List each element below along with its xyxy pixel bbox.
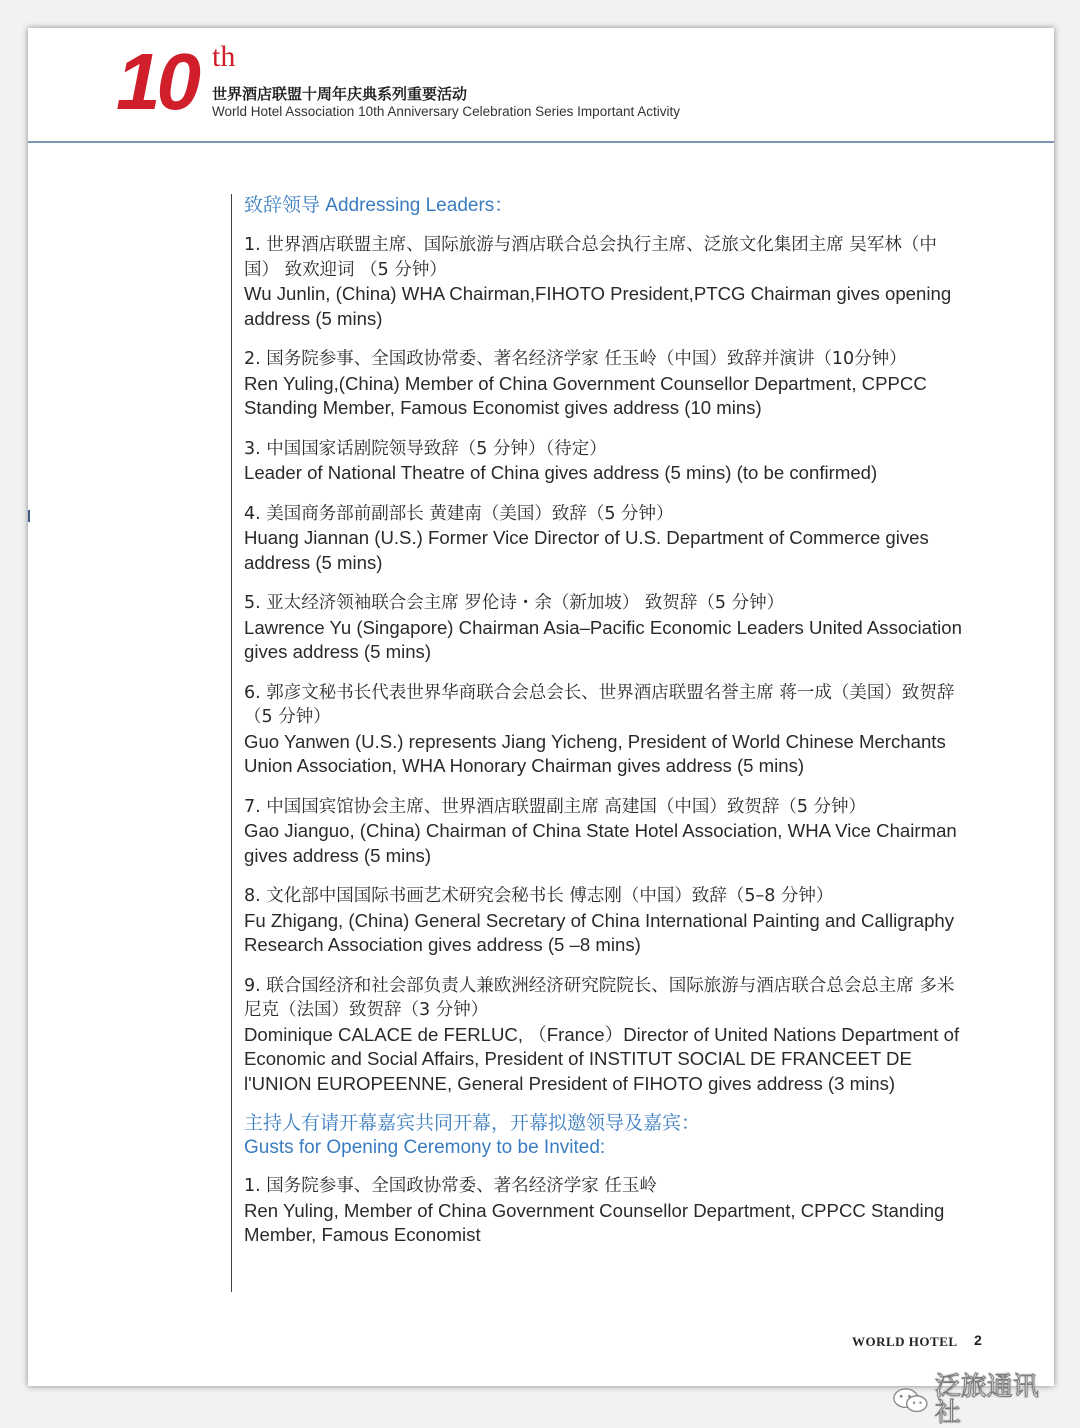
watermark-text: 泛旅通讯社	[934, 1372, 1039, 1428]
item-text-cn: 4. 美国商务部前副部长 黄建南（美国）致辞（5 分钟）	[244, 503, 674, 524]
item-text-cn: 5. 亚太经济领袖联合会主席 罗伦诗・余（新加坡） 致贺辞（5 分钟）	[244, 593, 785, 613]
page-number: 2	[974, 1332, 982, 1348]
item-text-cn: 2. 国务院参事、全国政协常委、著名经济学家 任玉岭（中国）致辞并演讲（10分钟）	[244, 349, 907, 369]
item-text-en: Ren Yuling, Member of China Government Counsellor Department, CPPCC Standing Member, Famous Economist	[244, 1199, 945, 1245]
watermark	[892, 1374, 1054, 1426]
item-text-cn: 6. 郭彦文秘书长代表世界华商联合会总会长、世界酒店联盟名誉主席 蒋一成（美国）致贺辞（5 分钟）	[244, 682, 955, 727]
anniversary-suffix: th	[212, 40, 236, 73]
item-text-en: Gao Jianguo, (China) Chairman of China State Hotel Association, WHA Vice Chairman gives address (5 mins)	[244, 820, 957, 866]
header-title-cn: 世界酒店联盟十周年庆典系列重要活动	[212, 85, 468, 103]
item-text-en: Huang Jiannan (U.S.) Former Vice Director of U.S. Department of Commerce gives address (5 mins)	[244, 527, 929, 573]
list-item	[244, 591, 962, 665]
item-text-cn: 7. 中国国宾馆协会主席、世界酒店联盟副主席 高建国（中国）致贺辞（5 分钟）	[244, 796, 867, 817]
page-header	[28, 28, 1054, 142]
list-item	[244, 974, 962, 1097]
item-text-en: Lawrence Yu (Singapore) Chairman Asia–Pacific Economic Leaders United Association gives address (5 mins)	[244, 616, 962, 662]
list-item	[244, 795, 962, 869]
list-item	[244, 437, 962, 486]
wechat-icon	[892, 1385, 929, 1415]
list-item	[244, 347, 962, 421]
item-text-en: Fu Zhigang, (China) General Secretary of China International Painting and Calligraphy Research Association gives address (5 –8 mins)	[244, 909, 955, 955]
header-divider	[28, 141, 1054, 143]
list-item	[244, 233, 962, 331]
item-text-cn: 9. 联合国经济和社会部负责人兼欧洲经济研究院院长、国际旅游与酒店联合总会总主席 多米尼克（法国）致贺辞（3 分钟）	[244, 975, 955, 1020]
item-text-cn: 3. 中国国家话剧院领导致辞（5 分钟）（待定）	[244, 438, 607, 459]
item-text-en: Wu Junlin, (China) WHA Chairman,FIHOTO President,PTCG Chairman gives opening address (5 mins)	[244, 283, 952, 329]
world-hotel-logo: WORLD HOTEL	[852, 1334, 958, 1349]
item-text-cn: 1. 国务院参事、全国政协常委、著名经济学家 任玉岭	[244, 1176, 657, 1196]
margin-mark	[28, 510, 30, 522]
list-item	[244, 502, 962, 576]
list-item	[244, 1174, 962, 1248]
section-heading: 致辞领导 Addressing Leaders：	[244, 195, 514, 216]
list-item	[244, 681, 962, 779]
guests-heading-en: Gusts for Opening Ceremony to be Invited:	[244, 1137, 606, 1158]
item-text-en: Leader of National Theatre of China gives address (5 mins) (to be confirmed)	[244, 462, 878, 483]
item-text-cn: 8. 文化部中国国际书画艺术研究会秘书长 傅志刚（中国）致辞（5–8 分钟）	[244, 886, 834, 906]
item-text-en: Ren Yuling,(China) Member of China Government Counsellor Department, CPPCC Standing Member, Famous Economist gives address (10 mins)	[244, 372, 927, 418]
guests-heading-cn: 主持人有请开幕嘉宾共同开幕，开幕拟邀领导及嘉宾：	[244, 1113, 701, 1134]
item-text-en: Guo Yanwen (U.S.) represents Jiang Yicheng, President of World Chinese Merchants Union Association, WHA Honorary Chairman gives address (5 mins)	[244, 730, 946, 776]
document-page	[28, 28, 1054, 1428]
anniversary-number: 10	[116, 37, 197, 126]
content-column	[231, 194, 984, 1292]
item-text-cn: 1. 世界酒店联盟主席、国际旅游与酒店联合总会执行主席、泛旅文化集团主席 吴军林（中国） 致欢迎词 （5 分钟）	[244, 235, 937, 280]
list-item	[244, 884, 962, 958]
header-title-en: World Hotel Association 10th Anniversary Celebration Series Important Activity	[212, 104, 680, 119]
item-text-en: Dominique CALACE de FERLUC, （France）Director of United Nations Department of Economic and Social Affairs, President of INSTITUT SOCIAL DE FRANCEET DE l'UNION EUROPEENNE, General President of FIHOTO gives address (3 mins)	[244, 1023, 960, 1094]
